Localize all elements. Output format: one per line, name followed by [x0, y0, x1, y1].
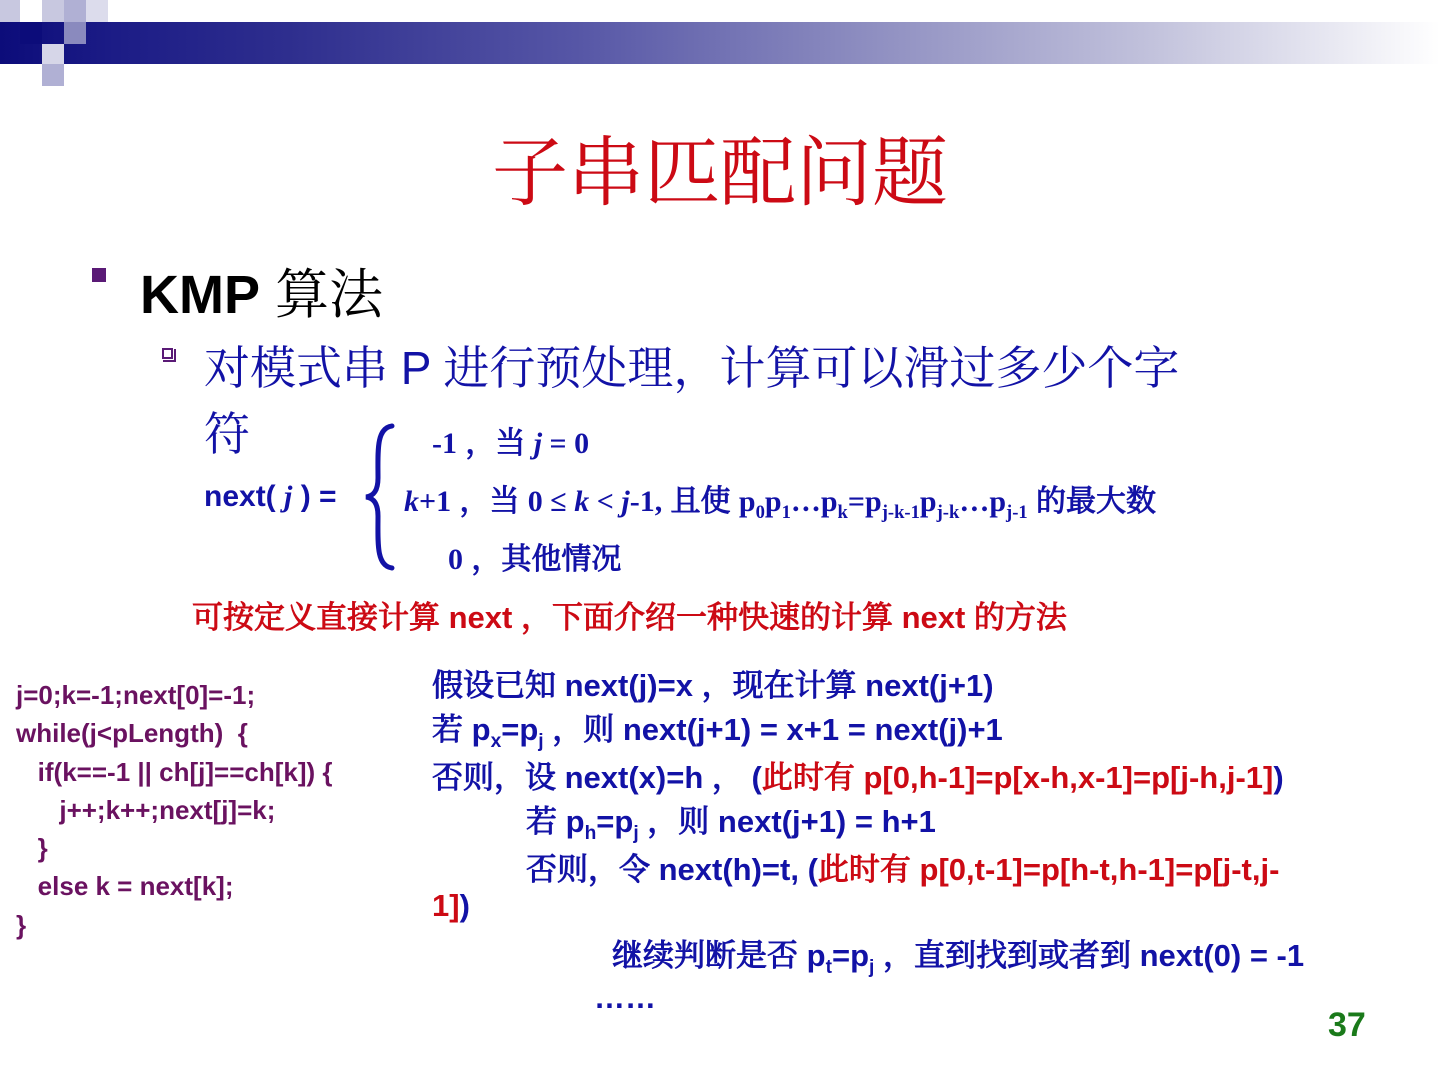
case2-sequence: $p_0p_1\dots p_k=p_{j-k-1}p_{j-k}\dots p_{j-1}$: [738, 485, 1028, 523]
code-line: j++;k++;next[j]=k;: [16, 794, 276, 825]
formula-case-2: [404, 476, 1156, 524]
case2-tail: 的最大数: [1027, 485, 1157, 518]
code-line: j=0;k=-1;next[0]=-1;: [16, 680, 256, 710]
slide-title: 子串匹配问题: [492, 128, 948, 217]
explain-ellipsis: ……: [594, 980, 656, 1015]
code-line: }: [16, 909, 27, 940]
case1-cond: = 0: [542, 427, 590, 460]
formula-lhs-text: next(: [204, 480, 285, 513]
case2-text: ，当: [459, 485, 528, 518]
kmp-label: KMP: [140, 265, 260, 325]
case1-text: ，当: [465, 427, 534, 460]
case3-text: ，其他情况: [471, 543, 622, 576]
header-square-light: [42, 44, 64, 64]
explain-line-5: 否则，令 next(h)=t, (此时有 p[0,t-1]=p[h-t,h-1]=p[j-t,j-: [526, 852, 1280, 887]
header-square-light: [0, 0, 20, 22]
explain-line-6: 1]): [432, 888, 470, 923]
code-line: }: [16, 833, 48, 864]
case1-value: -1: [432, 427, 457, 460]
header-square-light: [86, 0, 108, 22]
code-line: while(j<pLength) {: [16, 718, 248, 749]
case2-cond-j: j: [621, 485, 630, 518]
explain-line-4: 若 $p_h=p_j$ ，则 next(j+1) = h+1: [526, 804, 936, 845]
formula-case-3: [448, 534, 621, 578]
bullet-heading: [140, 252, 383, 329]
code-line: if(k==-1 || ch[j]==ch[k]) {: [16, 756, 333, 787]
brace-icon: [362, 422, 396, 572]
algorithm-label: 算法: [260, 265, 384, 325]
bullet-box-icon: [162, 348, 173, 359]
explain-line-3: 否则，设 next(x)=h ， (此时有 p[0,h-1]=p[x-h,x-1]=p[j-h,j-1]): [432, 760, 1284, 795]
case2-text2: 且使: [662, 485, 739, 518]
header-square-dark: [20, 22, 42, 44]
formula-case-1: [432, 418, 589, 462]
case2-value: +1: [419, 485, 452, 518]
explain-line-2: 若 $p_x=p_j$ ，则 next(j+1) = x+1 = next(j)+1: [432, 712, 1003, 753]
case2-cond: 0 ≤: [527, 485, 575, 518]
header-gradient-bar: [0, 22, 1440, 64]
formula-lhs: [204, 480, 337, 514]
header-square-mid: [64, 22, 86, 44]
explain-line-7: 继续判断是否 $p_t=p_j$ ，直到找到或者到 next(0) = -1: [612, 938, 1305, 979]
case2-cond-k: k: [574, 485, 590, 518]
sub-bullet-line1: 对模式串 P 进行预处理，计算可以滑过多少个字: [204, 342, 1180, 394]
code-block: [16, 676, 333, 944]
code-line: else k = next[k];: [16, 871, 234, 902]
case3-value: 0: [448, 543, 463, 576]
header-square-light: [42, 0, 64, 22]
case2-cond-end: -1,: [629, 485, 663, 518]
intro-text: 可按定义直接计算 next ，下面介绍一种快速的计算 next 的方法: [192, 600, 1067, 635]
formula-lhs-eq: ) =: [292, 480, 337, 513]
page-number: 37: [1328, 1006, 1366, 1044]
case2-var: k: [404, 485, 419, 518]
bullet-square-icon: [92, 268, 106, 282]
explain-line-1: 假设已知 next(j)=x ，现在计算 next(j+1): [432, 668, 994, 703]
case1-var: j: [533, 427, 543, 460]
formula-lhs-var: j: [284, 480, 293, 513]
sub-bullet-line2: 符: [204, 408, 250, 460]
header-square-mid: [64, 0, 86, 22]
header-square-light: [42, 64, 64, 86]
case2-cond-lt: <: [589, 485, 622, 518]
